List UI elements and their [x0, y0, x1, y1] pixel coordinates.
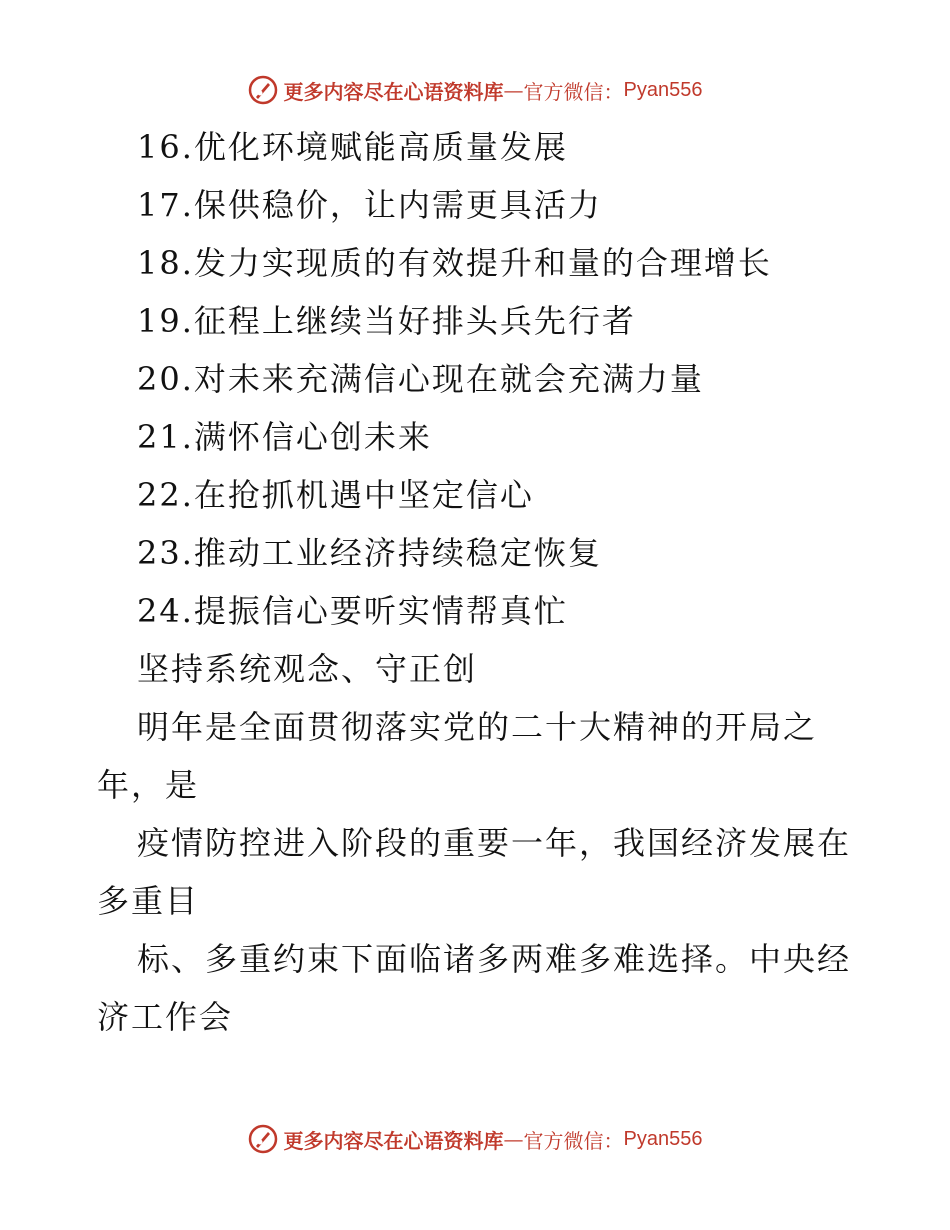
banner-separator: —: [503, 1127, 524, 1151]
footer-watermark-banner: [0, 1119, 950, 1159]
paragraph-line: 年，是: [97, 766, 200, 804]
list-item: 18.发力实现质的有效提升和量的合理增长: [137, 244, 772, 282]
banner-wechat-id: Pyan556: [623, 1127, 703, 1150]
header-watermark-banner: [0, 70, 950, 110]
banner-wechat-id: Pyan556: [623, 78, 703, 101]
list-item: 17.保供稳价，让内需更具活力: [137, 186, 602, 224]
banner-wechat-label: 官方微信：: [523, 79, 624, 104]
paragraph-line: 疫情防控进入阶段的重要一年，我国经济发展在: [137, 824, 852, 862]
quill-logo-icon: [248, 75, 278, 105]
list-item: 24.提振信心要听实情帮真忙: [137, 592, 568, 630]
paragraph-line: 济工作会: [97, 998, 234, 1036]
list-item: 21.满怀信心创未来: [137, 418, 432, 456]
paragraph-line: 标、多重约束下面临诸多两难多难选择。中央经: [137, 940, 852, 978]
list-item: 19.征程上继续当好排头兵先行者: [137, 302, 636, 340]
banner-promo-text: 更多内容尽在心语资料库: [283, 79, 504, 104]
list-item: 22.在抢抓机遇中坚定信心: [137, 476, 534, 514]
paragraph-line: 多重目: [97, 882, 200, 920]
banner-separator: —: [503, 78, 524, 102]
list-item: 20.对未来充满信心现在就会充满力量: [137, 360, 704, 398]
section-heading: 坚持系统观念、守正创: [137, 650, 478, 688]
list-item: 16.优化环境赋能高质量发展: [137, 128, 568, 166]
banner-promo-text: 更多内容尽在心语资料库: [283, 1128, 504, 1153]
paragraph-line: 明年是全面贯彻落实党的二十大精神的开局之: [137, 708, 818, 746]
banner-wechat-label: 官方微信：: [523, 1128, 624, 1153]
quill-logo-icon: [248, 1124, 278, 1154]
list-item: 23.推动工业经济持续稳定恢复: [137, 534, 602, 572]
